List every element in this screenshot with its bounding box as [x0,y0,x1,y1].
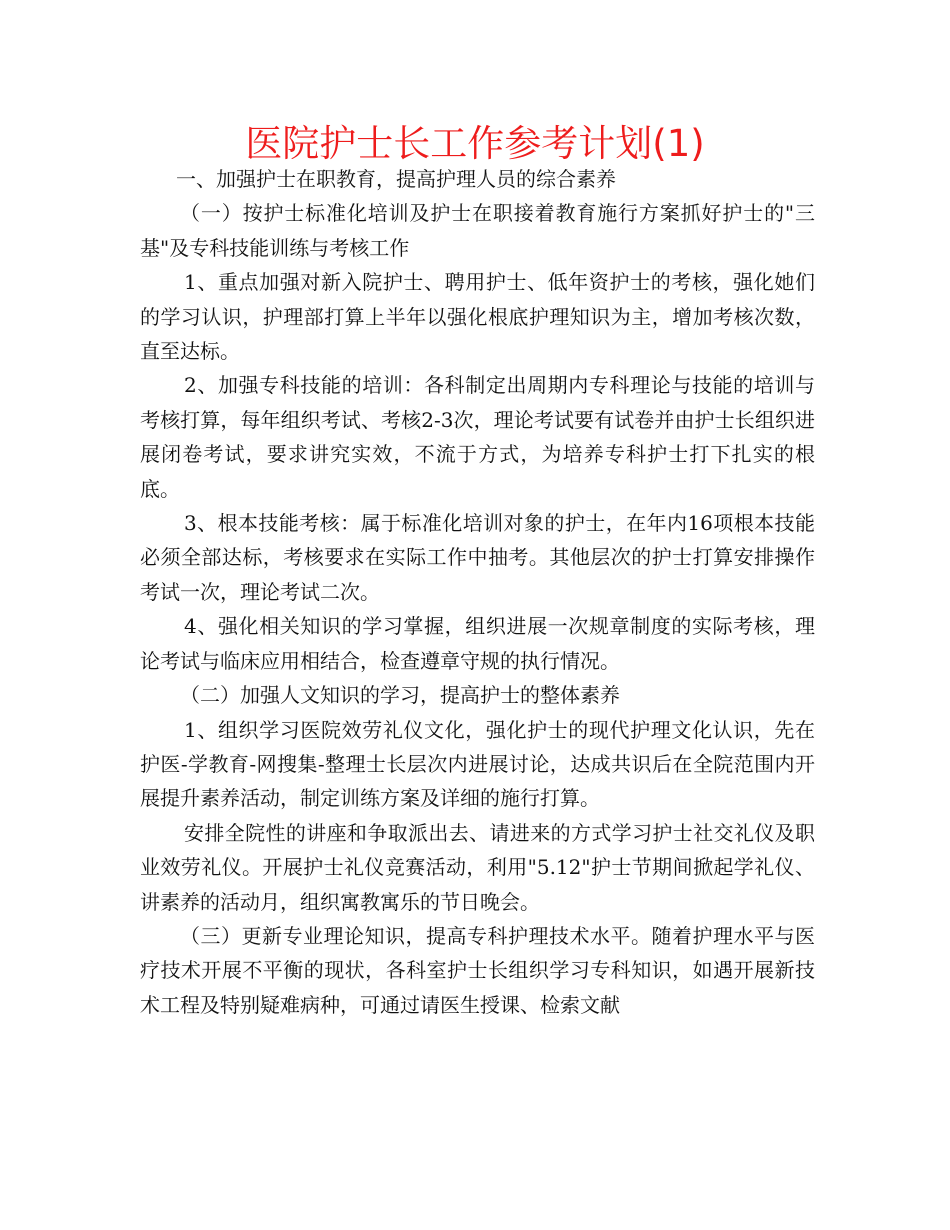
paragraph: 1、组织学习医院效劳礼仪文化，强化护士的现代护理文化认识，先在护医-学教育-网搜集-整理士长层次内进展讨论，达成共识后在全院范围内开展提升素养活动，制定训练方案及详细的施行打算。 [140,717,815,811]
paragraph: 1、重点加强对新入院护士、聘用护士、低年资护士的考核，强化她们的学习认识，护理部打算上半年以强化根底护理知识为主，增加考核次数，直至达标。 [140,270,815,364]
paragraph: 安排全院性的讲座和争取派出去、请进来的方式学习护士社交礼仪及职业效劳礼仪。开展护士礼仪竞赛活动，利用"5.12"护士节期间掀起学礼仪、讲素养的活动月，组织寓教寓乐的节日晚会。 [140,820,815,914]
document-title: 医院护士长工作参考计划(1) [245,122,705,165]
paragraph: 3、根本技能考核：属于标准化培训对象的护士，在年内16项根本技能必须全部达标，考核要求在实际工作中抽考。其他层次的护士打算安排操作考试一次，理论考试二次。 [140,511,815,604]
document-body [140,162,815,1022]
paragraph: 4、强化相关知识的学习掌握，组织进展一次规章制度的实际考核，理论考试与临床应用相结合，检查遵章守规的执行情况。 [140,614,815,673]
subsection-heading: （一）按护士标准化培训及护士在职接着教育施行方案抓好护士的"三基"及专科技能训练与考核工作 [140,201,815,260]
subsection-heading: （二）加强人文知识的学习，提高护士的整体素养 [180,683,620,708]
paragraph: （三）更新专业理论知识，提高专科护理技术水平。随着护理水平与医疗技术开展不平衡的现状，各科室护士长组织学习专科知识，如遇开展新技术工程及特别疑难病种，可通过请医生授课、检索文献 [140,923,815,1017]
section-heading: 一、加强护士在职教育，提高护理人员的综合素养 [176,167,616,191]
paragraph: 2、加强专科技能的培训：各科制定出周期内专科理论与技能的培训与考核打算，每年组织考试、考核2-3次，理论考试要有试卷并由护士长组织进展闭卷考试，要求讲究实效，不流于方式，为培养专科护士打下扎实的根底。 [140,373,815,501]
